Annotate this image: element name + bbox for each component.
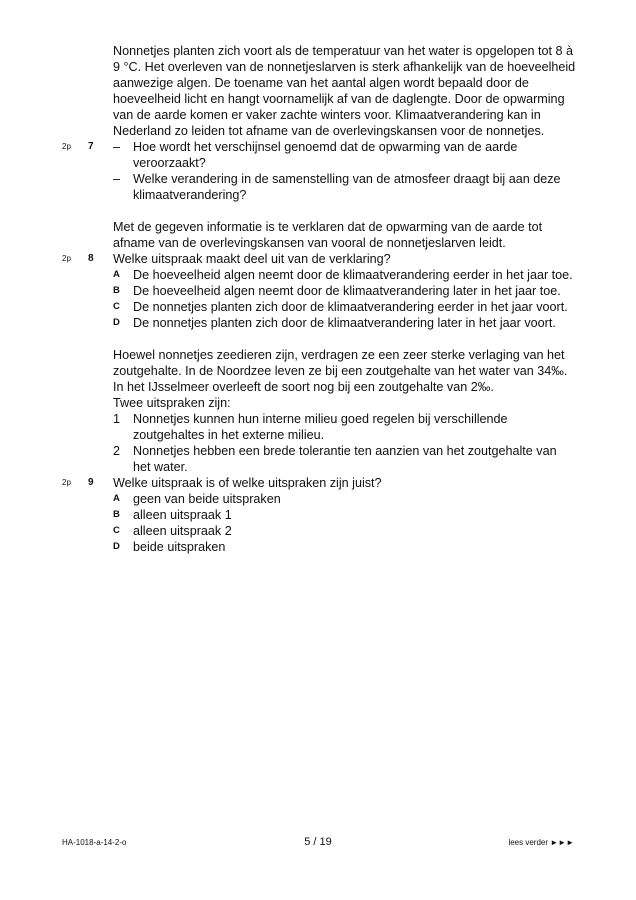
- option-text: De hoeveelheid algen neemt door de klimaatverandering eerder in het jaar toe.: [133, 268, 573, 282]
- question-9-option-c: [0, 523, 636, 539]
- question-8-number: 8: [88, 253, 94, 264]
- bullet-dash: –: [113, 172, 121, 186]
- question-8-text: Welke uitspraak maakt deel uit van de verklaring?: [113, 252, 391, 266]
- statement-1: [0, 411, 636, 443]
- option-text: beide uitspraken: [133, 540, 226, 554]
- question-8-context: Met de gegeven informatie is te verklaren dat de opwarming van de aarde tot afname van de overlevingskansen van vooral de nonnetjeslarven leidt.: [113, 220, 543, 250]
- statement-number: 2: [113, 444, 121, 458]
- exam-code: HA-1018-a-14-2-o: [62, 838, 127, 847]
- question-7-bullet-2: [0, 171, 636, 203]
- option-letter: B: [113, 509, 120, 520]
- option-text: alleen uitspraak 1: [133, 508, 232, 522]
- page-content: [0, 43, 636, 555]
- bullet-dash: –: [113, 140, 121, 154]
- question-9-number: 9: [88, 477, 94, 488]
- statement-text: Nonnetjes hebben een brede tolerantie ten aanzien van het zoutgehalte van het water.: [133, 444, 557, 474]
- question-7-bullet-1: [0, 139, 636, 171]
- option-text: alleen uitspraak 2: [133, 524, 232, 538]
- option-letter: B: [113, 285, 120, 296]
- question-8-option-a: [0, 267, 636, 283]
- option-text: De hoeveelheid algen neemt door de klimaatverandering later in het jaar toe.: [133, 284, 561, 298]
- question-9-option-a: [0, 491, 636, 507]
- option-text: geen van beide uitspraken: [133, 492, 281, 506]
- question-9: [0, 475, 636, 491]
- question-8-option-d: [0, 315, 636, 331]
- question-7-bullet-2-text: Welke verandering in de samenstelling van de atmosfeer draagt bij aan deze klimaatverandering?: [133, 172, 561, 202]
- question-9-context: Hoewel nonnetjes zeedieren zijn, verdragen ze een zeer sterke verlaging van het zoutgehalte. In de Noordzee leven ze bij een zoutgehalte van het water van 34‰. In het IJsselmeer overleeft de soort nog bij een zoutgehalte van 2‰.: [113, 348, 568, 394]
- option-letter: A: [113, 269, 120, 280]
- question-9-text: Welke uitspraak is of welke uitspraken zijn juist?: [113, 476, 382, 490]
- option-letter: D: [113, 317, 120, 328]
- option-letter: C: [113, 301, 120, 312]
- intro-paragraph: Nonnetjes planten zich voort als de temperatuur van het water is opgelopen tot 8 à 9 °C. Het overleven van de nonnetjeslarven is sterk afhankelijk van de hoeveelheid aanwezige algen. De toename van het aantal algen wordt bepaald door de hoeveelheid licht en hangt voornamelijk af van de daglengte. Door de opwarming van de aarde komen er vaker zachte winters voor. Klimaatverandering kan in Nederland zo leiden tot afname van de overlevingskansen voor de nonnetjes.: [113, 44, 576, 138]
- option-letter: C: [113, 525, 120, 536]
- question-7-points: 2p: [62, 142, 71, 151]
- question-8-points: 2p: [62, 254, 71, 263]
- question-8-option-c: [0, 299, 636, 315]
- statement-2: [0, 443, 636, 475]
- question-9-option-b: [0, 507, 636, 523]
- question-8-option-b: [0, 283, 636, 299]
- option-text: De nonnetjes planten zich door de klimaatverandering eerder in het jaar voort.: [133, 300, 568, 314]
- option-text: De nonnetjes planten zich door de klimaatverandering later in het jaar voort.: [133, 316, 556, 330]
- question-7-bullet-1-text: Hoe wordt het verschijnsel genoemd dat de opwarming van de aarde veroorzaakt?: [133, 140, 518, 170]
- page-number: 5 / 19: [304, 836, 332, 848]
- option-letter: A: [113, 493, 120, 504]
- question-9-points: 2p: [62, 478, 71, 487]
- question-7-number: 7: [88, 141, 94, 152]
- statements-intro: Twee uitspraken zijn:: [113, 396, 231, 410]
- statement-text: Nonnetjes kunnen hun interne milieu goed regelen bij verschillende zoutgehaltes in het externe milieu.: [133, 412, 508, 442]
- continue-indicator: lees verder ►►►: [508, 838, 574, 847]
- option-letter: D: [113, 541, 120, 552]
- statement-number: 1: [113, 412, 121, 426]
- page-footer: [0, 838, 636, 852]
- question-9-option-d: [0, 539, 636, 555]
- question-8: [0, 251, 636, 267]
